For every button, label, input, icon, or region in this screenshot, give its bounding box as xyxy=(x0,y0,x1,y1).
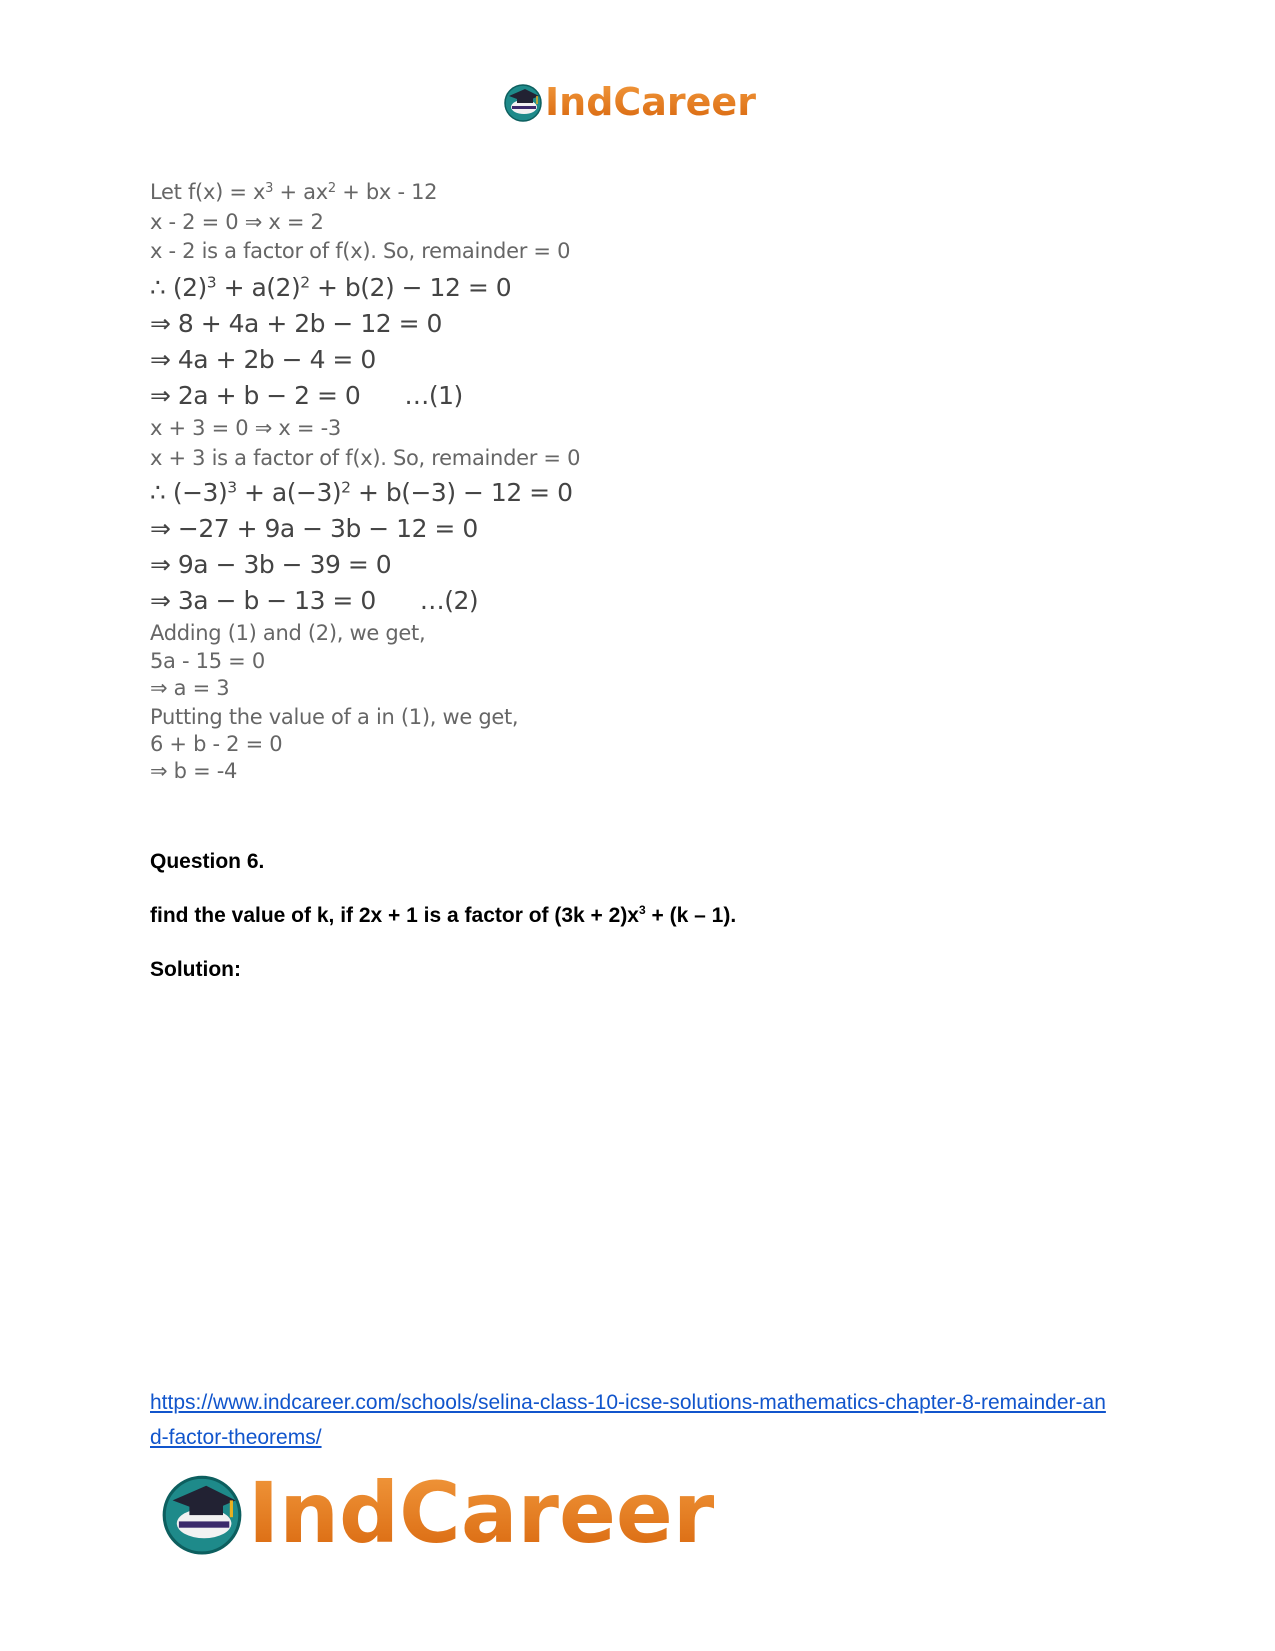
step-line: ⇒ 3a − b − 13 = 0 …(2) xyxy=(150,586,479,615)
step-line: x - 2 is a factor of f(x). So, remainder = 0 xyxy=(150,239,571,263)
step-line: Putting the value of a in (1), we get, xyxy=(150,705,519,729)
step-line: 6 + b - 2 = 0 xyxy=(150,732,283,756)
question-text: find the value of k, if 2x + 1 is a factor of $(3k + 2)x^3 + (k - 1)$. xyxy=(150,903,737,927)
step-line: ⇒ 8 + 4a + 2b − 12 = 0 xyxy=(150,309,442,338)
step-line: ⇒ 2a + b − 2 = 0 …(1) xyxy=(150,381,463,410)
header-logo xyxy=(503,80,756,124)
logo-wordmark: IndCareer xyxy=(248,1464,715,1562)
step-line: ⇒ −27 + 9a − 3b − 12 = 0 xyxy=(150,514,478,543)
step-line: ∴ $(-3)^3 + a(-3)^2 + b(-3) - 12 = 0$ xyxy=(150,478,573,507)
footer-logo xyxy=(160,1464,715,1562)
step-line: Adding (1) and (2), we get, xyxy=(150,621,426,645)
step-line: ⇒ 9a − 3b − 39 = 0 xyxy=(150,550,392,579)
source-link[interactable]: https://www.indcareer.com/schools/selina-class-10-icse-solutions-mathematics-chapter-8-remainder-and-factor-theorems/ xyxy=(150,1391,1106,1449)
solution-label: Solution: xyxy=(150,958,241,981)
step-line: x - 2 = 0 ⇒ x = 2 xyxy=(150,210,324,234)
step-line: x + 3 = 0 ⇒ x = -3 xyxy=(150,416,341,440)
step-line: 5a - 15 = 0 xyxy=(150,649,265,673)
step-line: ⇒ a = 3 xyxy=(150,676,230,700)
step-line: Let $f(x) = x^3 + ax^2$ + bx - 12 xyxy=(150,180,438,204)
logo-wordmark: IndCareer xyxy=(545,80,756,124)
step-line: x + 3 is a factor of f(x). So, remainder = 0 xyxy=(150,446,581,470)
graduation-cap-icon xyxy=(160,1471,244,1555)
step-line: ⇒ 4a + 2b − 4 = 0 xyxy=(150,345,376,374)
question-heading: Question 6. xyxy=(150,850,265,873)
step-line: ∴ $(2)^3 + a(2)^2 + b(2) - 12 = 0$ xyxy=(150,273,512,302)
step-line: ⇒ b = -4 xyxy=(150,759,238,783)
graduation-cap-icon xyxy=(503,82,543,122)
